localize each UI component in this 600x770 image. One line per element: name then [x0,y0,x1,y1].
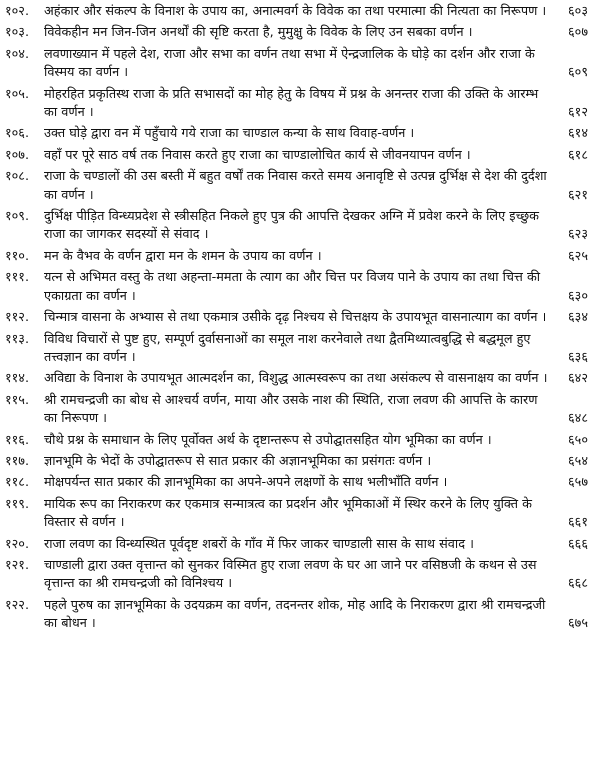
chapter-title: चौथे प्रश्न के समाधान के लिए पूर्वोक्त अर्थ के दृष्टान्तरूप से उपोद्घातसहित योग भूमिका का वर्णन । [44,432,492,448]
page-number: ६३६ [568,349,588,365]
page-number: ६२३ [568,227,588,243]
chapter-title: राजा के चण्डालों की उस बस्ती में बहुत वर्षों तक निवास करते समय अनावृष्टि से उत्पन्न दुर्भिक्ष से देश की दुर्दशा का वर्णन । [44,169,547,203]
chapter-number: ११६. [5,432,30,448]
chapter-number: १०४. [5,46,30,62]
page-number: ६०९ [568,65,588,81]
page-number: ६६६ [568,536,588,552]
page-number: ६५७ [568,475,588,491]
chapter-number: १११. [5,270,30,286]
page-number: ६१२ [568,105,588,121]
chapter-title: लवणाख्यान में पहले देश, राजा और सभा का वर्णन तथा सभा में ऐन्द्रजालिक के घोड़े का दर्शन और राजा के विस्मय का वर्णन । [44,46,535,81]
page-number: ६७५ [568,616,588,632]
table-of-contents [0,3,600,637]
page-number: ६०७ [568,25,588,41]
chapter-title: विविध विचारों से पुष्ट हुए, सम्पूर्ण दुर्वासनाओं का समूल नाश करनेवाले तथा द्वैतमिथ्यात्वबुद्धि से बद्धमूल हुए तत्त्वज्ञान का वर्णन । [44,331,531,365]
chapter-number: ११८. [5,475,30,491]
toc-entry [0,309,600,327]
chapter-title: पहले पुरुष का ज्ञानभूमिका के उदयक्रम का वर्णन, तदनन्तर शोक, मोह आदि के निराकरण द्वारा श्री रामचन्द्रजी का बोधन । [44,597,546,632]
page-number: ६३४ [568,310,588,326]
chapter-number: १०२. [5,4,30,19]
toc-entry [0,3,600,21]
chapter-number: १०८. [5,169,30,185]
chapter-number: ११३. [5,331,30,347]
page-number: ६६१ [568,515,588,531]
toc-entry [0,208,600,245]
toc-entry [0,125,600,143]
chapter-number: ११४. [5,371,30,387]
toc-entry [0,86,600,123]
page-number: ६५४ [568,453,588,469]
toc-entry [0,248,600,266]
page-number: ६०३ [568,4,588,19]
chapter-title: अहंकार और संकल्प के विनाश के उपाय का, अनात्मवर्ग के विवेक का तथा परमात्मा की नित्यता का निरूपण । [44,4,547,19]
toc-entry [0,432,600,450]
chapter-number: ११२. [5,310,30,326]
chapter-number: ११९. [5,496,30,512]
toc-entry [0,168,600,205]
chapter-number: ११५. [5,392,30,408]
page-number: ६१४ [568,126,588,142]
chapter-number: १०६. [5,126,30,142]
toc-entry [0,597,600,634]
toc-entry [0,331,600,368]
page-number: ६२१ [568,187,588,203]
page-number: ६६८ [568,576,588,592]
chapter-number: ११७. [5,453,30,469]
page-number: ६४२ [568,371,588,387]
toc-entry [0,24,600,42]
page-number: ६४८ [568,411,588,427]
toc-entry [0,392,600,429]
chapter-number: १०९. [5,209,30,225]
chapter-number: १०५. [5,86,30,102]
page-number: ६३० [568,288,588,304]
chapter-number: १२१. [5,557,30,573]
page-number: ६५० [568,432,588,448]
toc-entry [0,557,600,594]
chapter-title: विवेकहीन मन जिन-जिन अनर्थों की सृष्टि करता है, मुमुक्षु के विवेक के लिए उन सबका वर्णन । [44,25,473,41]
chapter-title: मायिक रूप का निराकरण कर एकमात्र सन्मात्रत्व का प्रदर्शन और भूमिकाओं में स्थिर करने के लिए युक्ति के विस्तार से वर्णन । [44,496,532,531]
page-number: ६२५ [568,248,588,264]
chapter-title: उक्त घोड़े द्वारा वन में पहुँचाये गये राजा का चाण्डाल कन्या के साथ विवाह-वर्णन । [44,126,415,142]
chapter-number: ११०. [5,248,30,264]
chapter-number: १२०. [5,536,30,552]
page-number: ६१८ [568,147,588,163]
chapter-title: मोक्षपर्यन्त सात प्रकार की ज्ञानभूमिका का अपने-अपने लक्षणों के साथ भलीभाँति वर्णन । [44,475,448,491]
toc-entry [0,46,600,83]
toc-entry [0,269,600,306]
chapter-title: मन के वैभव के वर्णन द्वारा मन के शमन के उपाय का वर्णन । [44,248,322,264]
chapter-title: श्री रामचन्द्रजी का बोध से आश्चर्य वर्णन, माया और उसके नाश की स्थिति, राजा लवण की आपत्ति के कारण का निरूपण । [44,392,538,427]
chapter-title: यत्न से अभिमत वस्तु के तथा अहन्ता-ममता के त्याग का और चित्त पर विजय पाने के उपाय का तथा चित्त की एकाग्रता का वर्णन । [44,270,541,304]
toc-entry [0,147,600,165]
chapter-number: १०७. [5,147,30,163]
toc-entry [0,474,600,492]
chapter-title: चिन्मात्र वासना के अभ्यास से तथा एकमात्र उसीके दृढ़ निश्चय से चित्तक्षय के उपायभूत वासनात्याग का वर्णन । [44,310,547,326]
toc-entry [0,370,600,388]
chapter-title: राजा लवण का विन्ध्यस्थित पूर्वदृष्ट शबरों के गाँव में फिर जाकर चाण्डाली सास के साथ संवाद । [44,536,474,552]
chapter-title: वहाँ पर पूरे साठ वर्ष तक निवास करते हुए राजा का चाण्डालोचित कार्य से जीवनयापन वर्णन । [44,147,471,163]
chapter-title: अविद्या के विनाश के उपायभूत आत्मदर्शन का, विशुद्ध आत्मस्वरूप का तथा असंकल्प से वासनाक्षय का वर्णन । [44,371,548,387]
chapter-title: चाण्डाली द्वारा उक्त वृत्तान्त को सुनकर विस्मित हुए राजा लवण के घर आ जाने पर वसिष्ठजी के कथन से उस वृत्तान्त का श्री रामचन्द्रजी को विनिश्चय । [44,557,537,592]
chapter-number: १२२. [5,597,30,613]
chapter-number: १०३. [5,25,30,41]
chapter-title: दुर्भिक्ष पीड़ित विन्ध्यप्रदेश से स्त्रीसहित निकले हुए पुत्र की आपत्ति देखकर अग्नि में प्रवेश करने के लिए इच्छुक राजा का जागकर सदस्यों से संवाद । [44,209,540,243]
toc-entry [0,536,600,554]
chapter-title: ज्ञानभूमि के भेदों के उपोद्घातरूप से सात प्रकार की अज्ञानभूमिका का प्रसंगतः वर्णन । [44,453,432,469]
toc-entry [0,453,600,471]
toc-entry [0,496,600,533]
chapter-title: मोहरहित प्रकृतिस्थ राजा के प्रति सभासदों का मोह हेतु के विषय में प्रश्न के अनन्तर राजा की उक्ति के आरम्भ का वर्णन । [44,86,539,121]
